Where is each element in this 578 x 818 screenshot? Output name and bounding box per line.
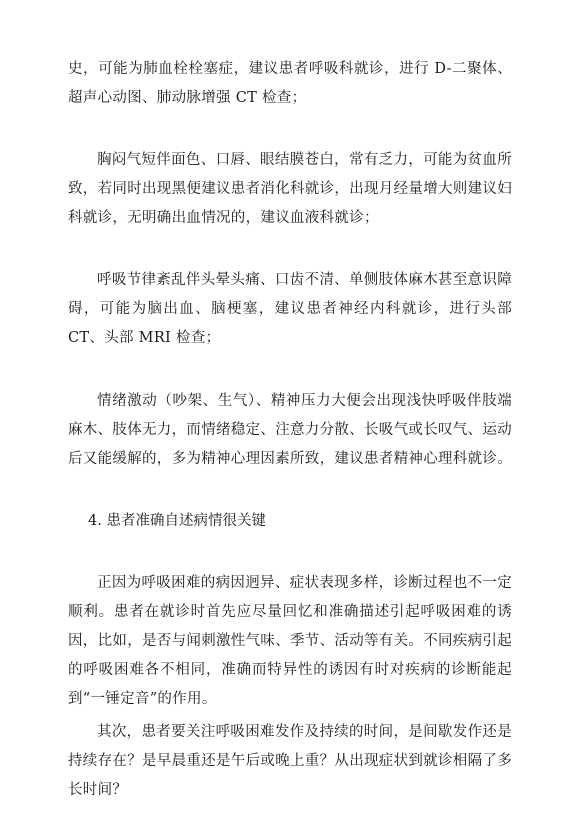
- paragraph-anemia: 胸闷气短伴面色、口唇、眼结膜苍白，常有乏力，可能为贫血所致，若同时出现黑便建议患者消化科就诊，出现月经量增大则建议妇科就诊，无明确出血情况的，建议血液科就诊；: [68, 152, 512, 226]
- paragraph-pulmonary-embolism: 史，可能为肺血栓栓塞症，建议患者呼吸科就诊，进行 D-二聚体、超声心动图、肺动脉增强 CT 检查；: [68, 61, 512, 106]
- paragraph-timing: 其次，患者要关注呼吸困难发作及持续的时间，是间歇发作还是持续存在？是早晨重还是午后或晚上重？从出现症状到就诊相隔了多长时间？: [68, 724, 512, 798]
- paragraph-psychological: 情绪激动（吵架、生气）、精神压力大便会出现浅快呼吸伴肢端麻木、肢体无力，而情绪稳定、注意力分散、长吸气或长叹气、运动后又能缓解的，多为精神心理因素所致，建议患者精神心理科就诊。: [68, 393, 512, 467]
- paragraph-stroke: 呼吸节律紊乱伴头晕头痛、口齿不清、单侧肢体麻木甚至意识障碍，可能为脑出血、脑梗塞，建议患者神经内科就诊，进行头部 CT、头部 MRI 检查；: [68, 272, 512, 346]
- paragraph-triggers: 正因为呼吸困难的病因迥异、症状表现多样，诊断过程也不一定顺利。患者在就诊时首先应尽量回忆和准确描述引起呼吸困难的诱因，比如，是否与闻刺激性气味、季节、活动等有关。不同疾病引起的呼吸困难各不相同，准确而特异性的诱因有时对疾病的诊断能起到“一锤定音”的作用。: [68, 575, 512, 707]
- section-heading: 4. 患者准确自述病情很关键: [88, 513, 266, 529]
